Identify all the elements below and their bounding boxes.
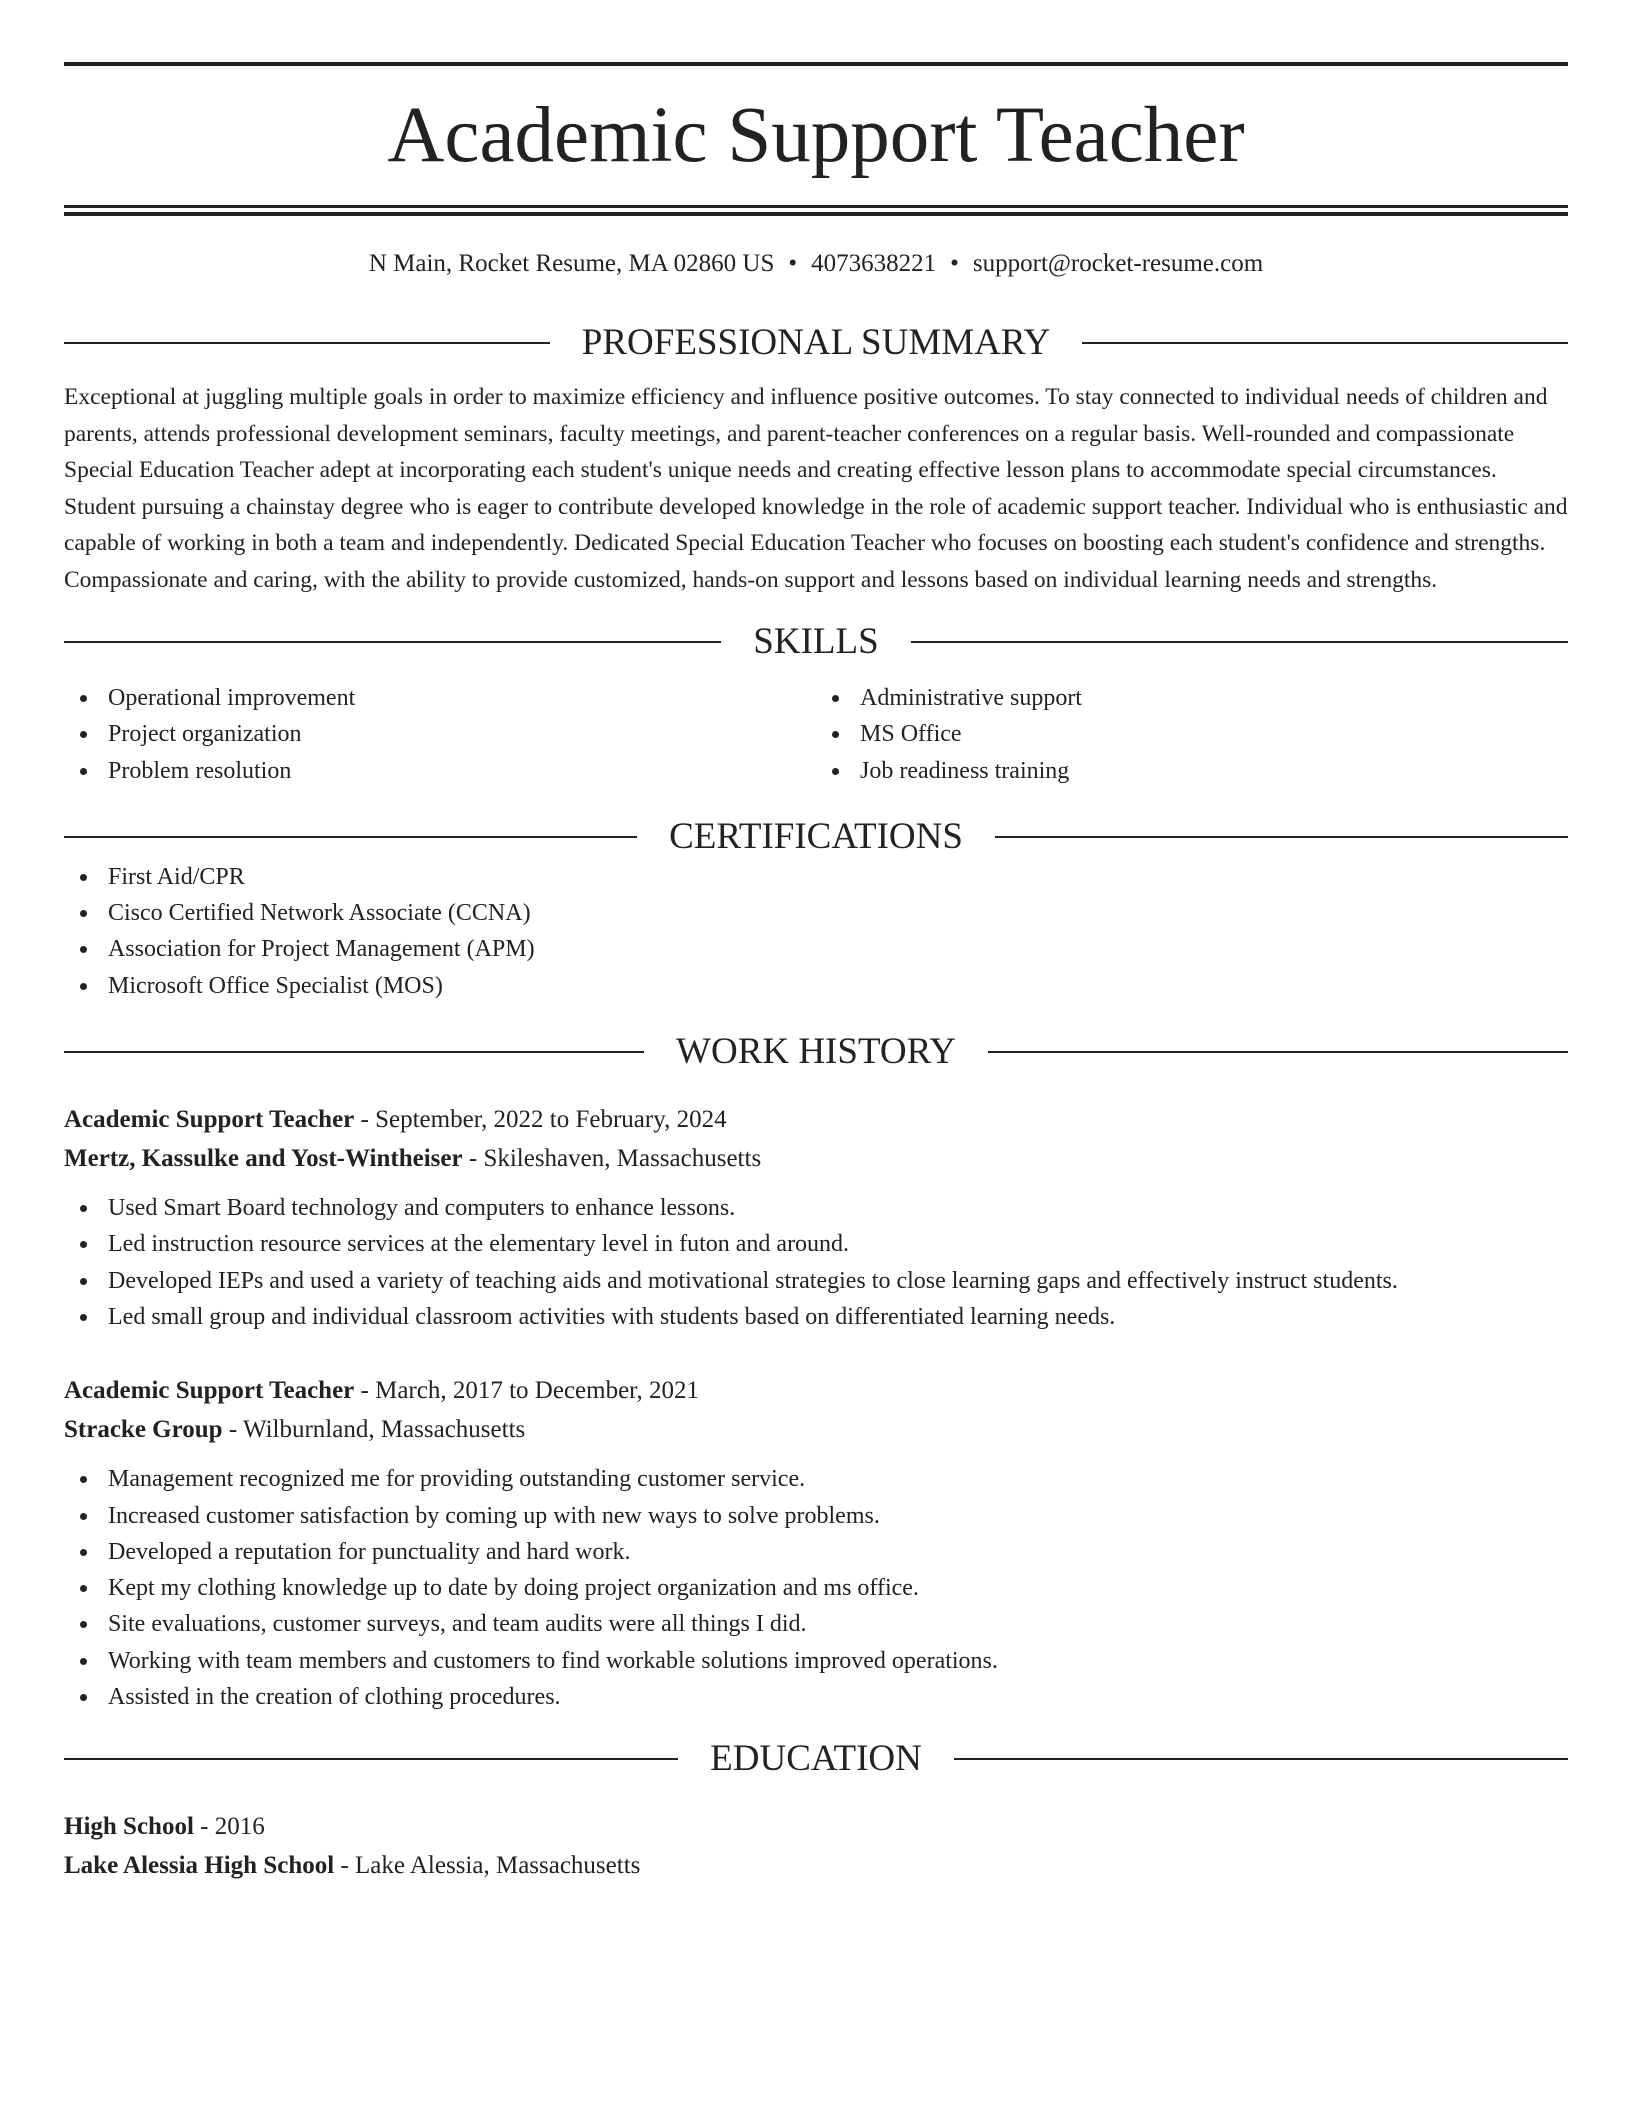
education-heading: EDUCATION [710, 1738, 922, 1780]
skill-item: Operational improvement [64, 680, 816, 716]
education-entry [64, 1807, 1568, 1885]
job-duty: Management recognized me for providing outstanding customer service. [64, 1461, 1568, 1497]
certification-item: Microsoft Office Specialist (MOS) [64, 968, 1568, 1004]
contact-separator: • [950, 250, 959, 277]
job-duties-list [64, 1190, 1568, 1335]
job-company-line [64, 1139, 1568, 1178]
job-duty: Increased customer satisfaction by coming up with new ways to solve problems. [64, 1498, 1568, 1534]
work-history-section-header [64, 1030, 1568, 1074]
job-company: Stracke Group [64, 1416, 223, 1444]
skills-list-left [64, 680, 816, 789]
education-year: 2016 [214, 1813, 265, 1841]
job-duty: Led instruction resource services at the elementary level in futon and around. [64, 1226, 1568, 1262]
job-duty: Site evaluations, customer surveys, and team audits were all things I did. [64, 1606, 1568, 1642]
job-duty: Kept my clothing knowledge up to date by doing project organization and ms office. [64, 1570, 1568, 1606]
job-dates: September, 2022 to February, 2024 [375, 1106, 727, 1134]
job-duties-list [64, 1461, 1568, 1715]
certifications-section-header [64, 815, 1568, 859]
contact-email: support@rocket-resume.com [972, 250, 1264, 277]
summary-heading: PROFESSIONAL SUMMARY [581, 322, 1051, 363]
section-rule-left [64, 342, 550, 344]
skill-item: Problem resolution [64, 753, 816, 789]
section-rule-right [1082, 342, 1568, 344]
job-location: Skileshaven, Massachusetts [483, 1145, 762, 1173]
contact-separator: • [788, 250, 798, 277]
job-duty: Working with team members and customers to find workable solutions improved operations. [64, 1643, 1568, 1679]
skills-column-right [816, 680, 1568, 789]
work-history-heading: WORK HISTORY [676, 1031, 956, 1073]
skills-heading: SKILLS [753, 621, 879, 662]
certifications-heading: CERTIFICATIONS [669, 815, 963, 857]
summary-text: Exceptional at juggling multiple goals in order to maximize efficiency and influence positive outcomes. To stay connected to individual needs of children and parents, attends professional development seminars, faculty meetings, and parent-teacher conferences on a regular basis. Well-rounded and compassionate Special Education Teacher adept at incorporating each student's unique needs and creating effective lesson plans to accommodate special circumstances. Student pursuing a chainstay degree who is eager to contribute developed knowledge in the role of academic support teacher. Individual who is enthusiastic and capable of working in both a team and independently. Dedicated Special Education Teacher who focuses on boosting each student's confidence and strengths. Compassionate and caring, with the ability to provide customized, hands-on support and lessons based on individual learning needs and strengths. [64, 384, 1568, 593]
job-entry [64, 1100, 1568, 1335]
resume-title: Academic Support Teacher [387, 92, 1245, 179]
skill-item: Project organization [64, 716, 816, 752]
job-dash: - [468, 1145, 478, 1173]
summary-section-header [64, 321, 1568, 365]
section-rule-right [911, 641, 1568, 643]
education-school: Lake Alessia High School [64, 1852, 335, 1880]
section-rule-left [64, 1051, 644, 1053]
job-company-line [64, 1410, 1568, 1449]
skills-list-right [816, 680, 1568, 789]
top-rule [64, 62, 1568, 66]
section-rule-left [64, 641, 721, 643]
certification-item: First Aid/CPR [64, 859, 1568, 895]
education-degree: High School [64, 1813, 194, 1841]
job-duty: Used Smart Board technology and computers to enhance lessons. [64, 1190, 1568, 1226]
job-entry [64, 1371, 1568, 1715]
education-school-line [64, 1846, 1568, 1885]
certification-item: Cisco Certified Network Associate (CCNA) [64, 895, 1568, 931]
job-duty: Led small group and individual classroom activities with students based on differentiated learning needs. [64, 1299, 1568, 1335]
skills-section-header [64, 620, 1568, 664]
education-dash: - [200, 1813, 209, 1841]
certification-item: Association for Project Management (APM) [64, 931, 1568, 967]
job-dash: - [360, 1106, 369, 1134]
skills-grid [64, 680, 1568, 789]
job-title: Academic Support Teacher [64, 1106, 355, 1134]
education-section-header [64, 1737, 1568, 1781]
job-title-line [64, 1100, 1568, 1139]
title-double-rule [64, 205, 1568, 216]
job-duty: Developed IEPs and used a variety of teaching aids and motivational strategies to close learning gaps and effectively instruct students. [64, 1263, 1568, 1299]
job-dash: - [228, 1416, 238, 1444]
job-company: Mertz, Kassulke and Yost-Wintheiser [64, 1145, 463, 1173]
section-rule-left [64, 836, 637, 838]
job-location: Wilburnland, Massachusetts [242, 1416, 526, 1444]
section-rule-right [954, 1758, 1568, 1760]
contact-address: N Main, Rocket Resume, MA 02860 US [368, 250, 775, 277]
job-duty: Developed a reputation for punctuality and hard work. [64, 1534, 1568, 1570]
job-dates: March, 2017 to December, 2021 [375, 1377, 700, 1405]
job-title: Academic Support Teacher [64, 1377, 355, 1405]
section-rule-right [988, 1051, 1568, 1053]
section-rule-left [64, 1758, 678, 1760]
section-rule-right [995, 836, 1568, 838]
skill-item: Job readiness training [816, 753, 1568, 789]
education-degree-line [64, 1807, 1568, 1846]
job-title-line [64, 1371, 1568, 1410]
contact-phone: 4073638221 [811, 250, 937, 277]
education-location: Lake Alessia, Massachusetts [355, 1852, 641, 1880]
contact-line [64, 249, 1568, 279]
job-duty: Assisted in the creation of clothing procedures. [64, 1679, 1568, 1715]
certifications-list [64, 859, 1568, 1004]
education-dash: - [340, 1852, 349, 1880]
skill-item: MS Office [816, 716, 1568, 752]
job-dash: - [360, 1377, 369, 1405]
skill-item: Administrative support [816, 680, 1568, 716]
skills-column-left [64, 680, 816, 789]
